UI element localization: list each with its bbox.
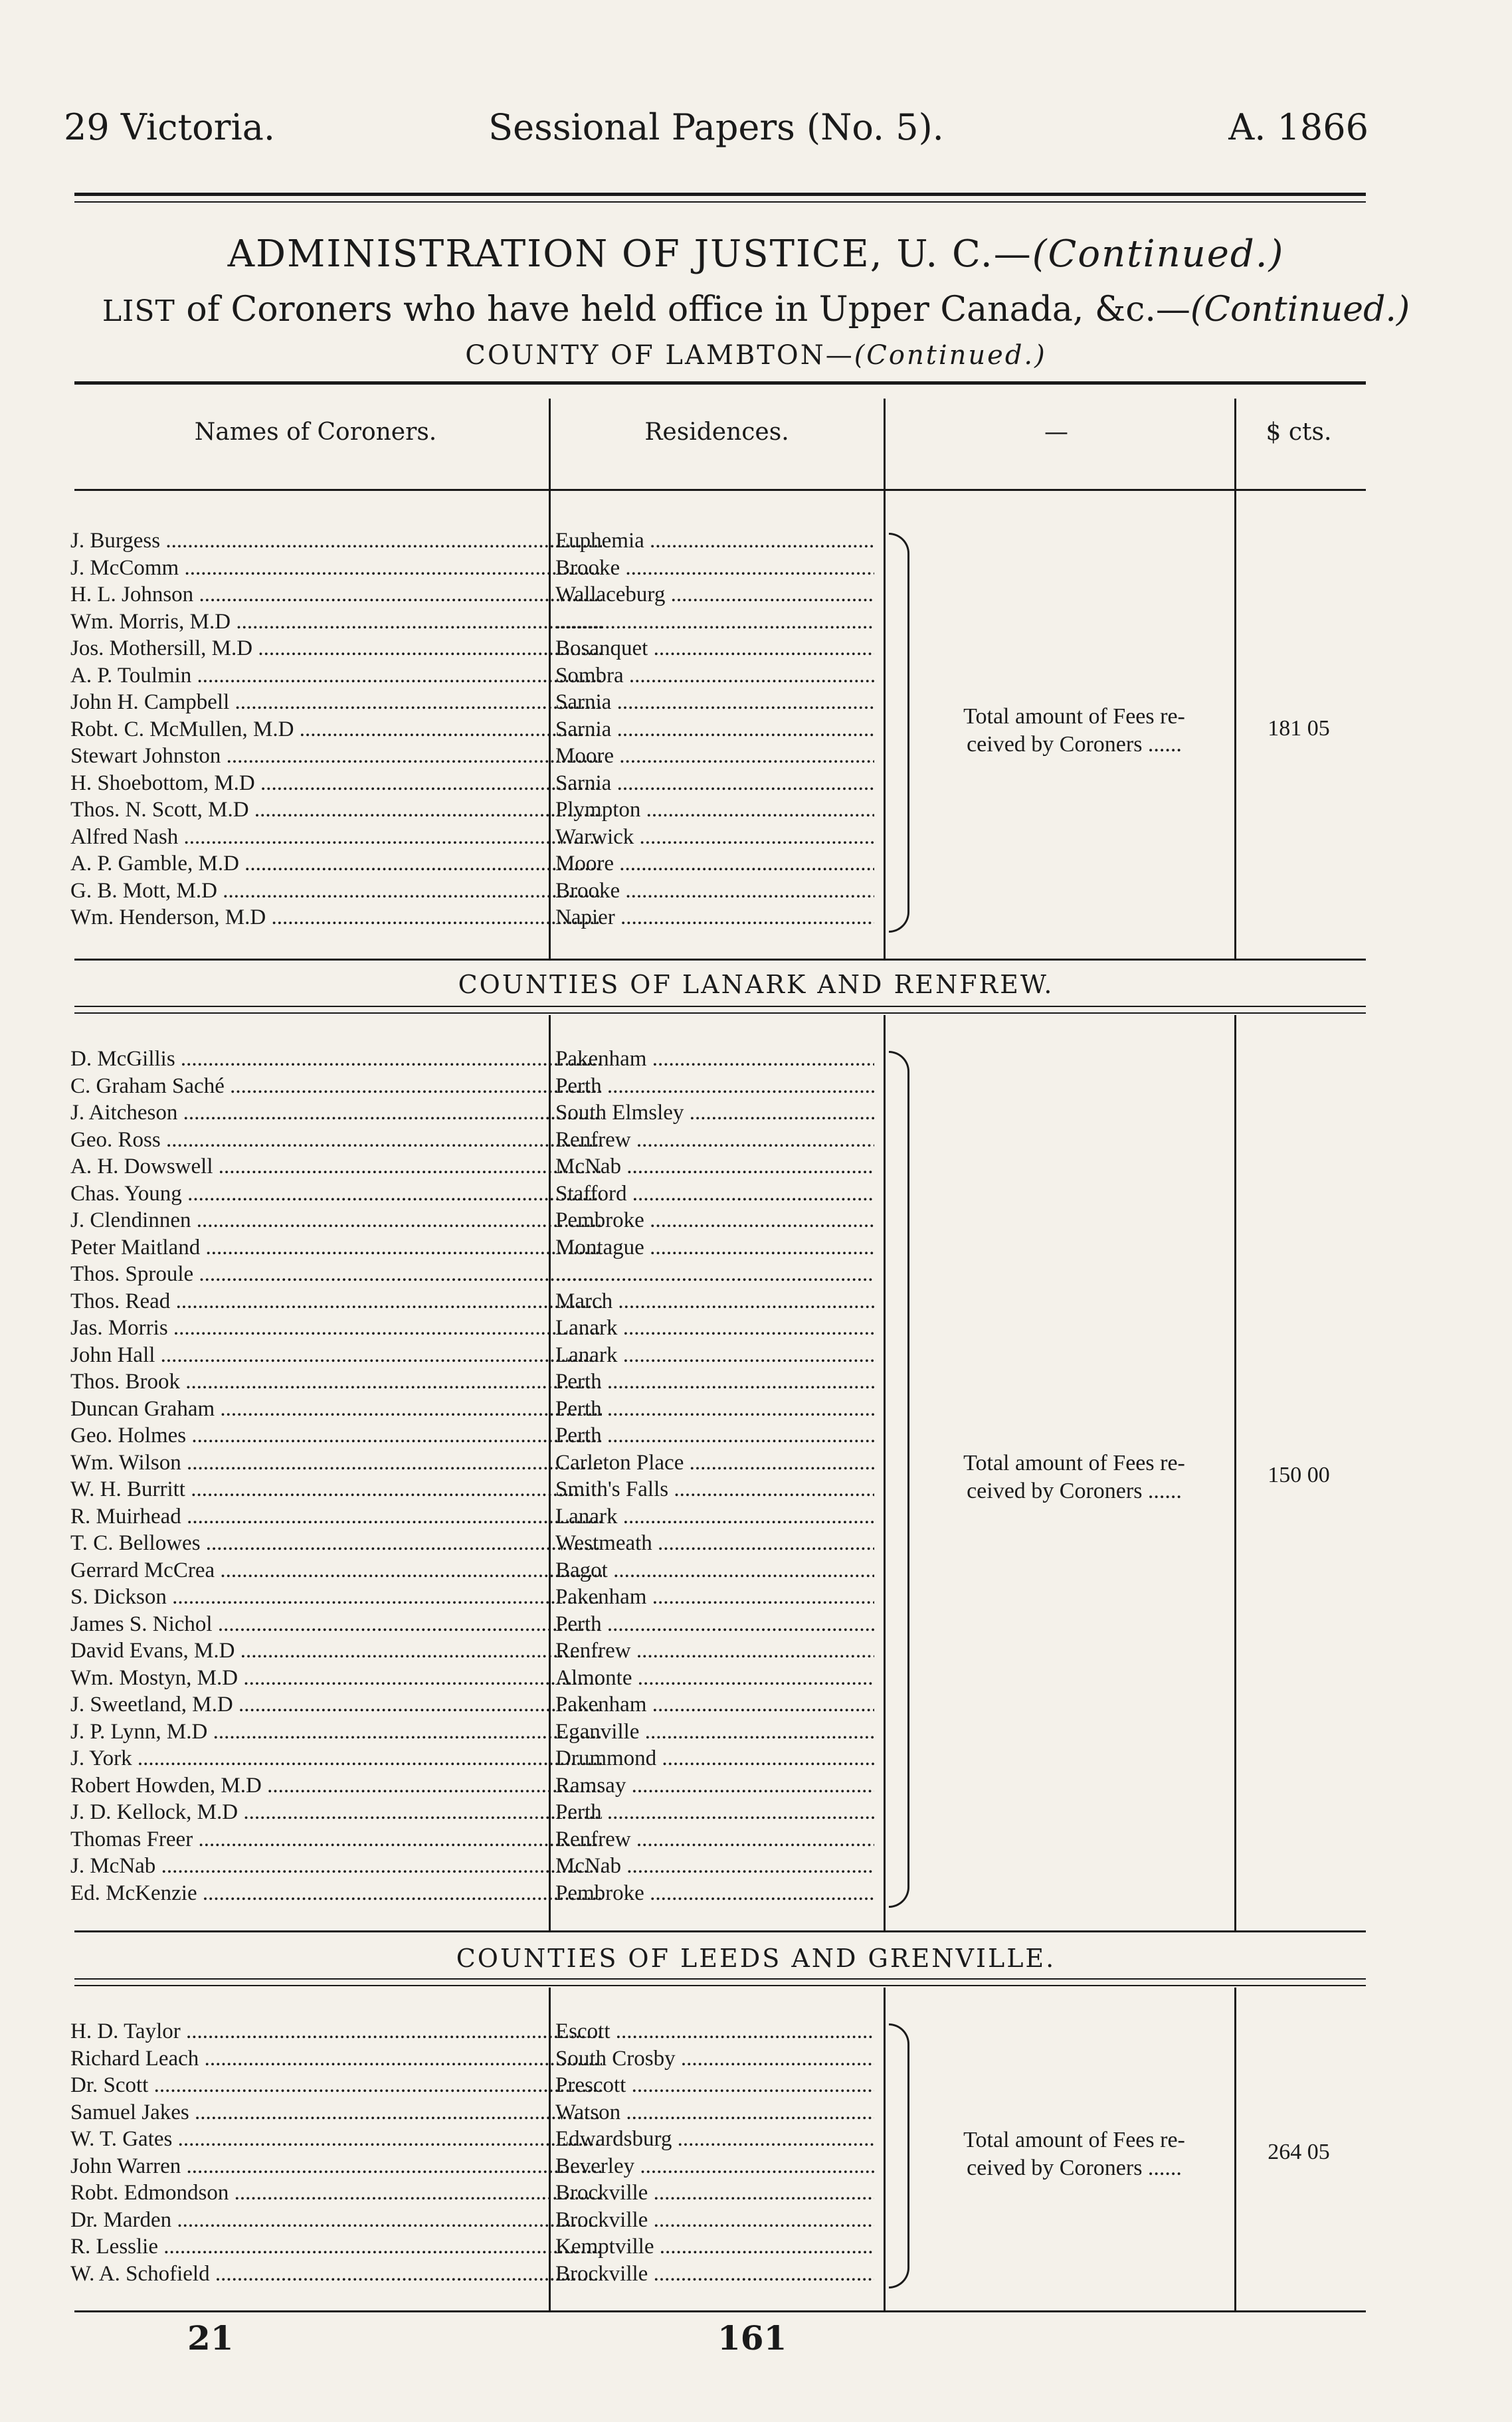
table-row <box>64 529 888 555</box>
document-subtitle: LIST of Coroners who have held office in Upper Canada, &c.—(Continued.) <box>102 290 1410 329</box>
coroner-residence: Bagot ..... <box>555 1558 874 1583</box>
table-row <box>64 1854 888 1881</box>
coroner-residence: Sarnia ..... <box>555 690 874 715</box>
table-row <box>64 1208 888 1235</box>
table-row <box>64 1639 888 1665</box>
coroner-residence: McNab ..... <box>555 1155 874 1179</box>
coroner-name: Richard Leach ..... <box>70 2047 602 2071</box>
coroner-residence: Lanark ..... <box>555 1316 874 1341</box>
table-row <box>64 636 888 663</box>
col-header-blank: — <box>1044 419 1068 446</box>
coroner-name: Robt. Edmondson ..... <box>70 2181 602 2205</box>
table-row <box>64 717 888 744</box>
col-header-rule <box>74 489 1366 491</box>
coroner-name: Thomas Freer ..... <box>70 1827 602 1852</box>
coroner-name: Duncan Graham ..... <box>70 1397 602 1422</box>
coroner-residence <box>555 1262 874 1287</box>
coroner-residence: March ..... <box>555 1289 874 1314</box>
col-header-residences: Residences. <box>644 419 789 446</box>
table-row <box>64 1800 888 1827</box>
coroner-name: Samuel Jakes ..... <box>70 2100 602 2125</box>
fees-label-line2: ceived by Coroners ...... <box>967 2155 1182 2180</box>
coroner-name: Ed. McKenzie ..... <box>70 1881 602 1906</box>
coroner-residence: Pakenham ..... <box>555 1047 874 1071</box>
coroner-name: A. H. Dowswell ..... <box>70 1155 602 1179</box>
table-row <box>64 1101 888 1127</box>
coroner-name: J. Clendinnen ..... <box>70 1208 602 1233</box>
coroner-name: James S. Nichol ..... <box>70 1612 602 1637</box>
coroner-residence: Beverley ..... <box>555 2154 874 2179</box>
table-row <box>64 1128 888 1155</box>
table-row <box>64 1612 888 1639</box>
fees-label-line2: ceived by Coroners ...... <box>967 731 1182 757</box>
coroner-name: J. Aitcheson ..... <box>70 1101 602 1125</box>
coroner-residence: Renfrew ..... <box>555 1128 874 1153</box>
table-row <box>64 610 888 636</box>
table-row <box>64 798 888 824</box>
header-center: Sessional Papers (No. 5). <box>488 106 944 148</box>
table-row <box>64 1585 888 1612</box>
coroner-residence: Perth ..... <box>555 1424 874 1448</box>
coroner-name: H. Shoebottom, M.D ..... <box>70 771 602 796</box>
table-row <box>64 1720 888 1746</box>
coroner-residence: Perth ..... <box>555 1612 874 1637</box>
column-divider <box>884 1015 886 1930</box>
table-row <box>64 1074 888 1101</box>
coroner-residence: Renfrew ..... <box>555 1639 874 1663</box>
col-header-names: Names of Coroners. <box>194 419 437 446</box>
coroner-name: Thos. Read ..... <box>70 1289 602 1314</box>
row-group-brace <box>889 2023 909 2288</box>
col-header-money: $ cts. <box>1266 419 1332 446</box>
coroner-residence: Westmeath ..... <box>555 1531 874 1556</box>
fees-label-line1: Total amount of Fees re- <box>963 703 1185 729</box>
table-row <box>64 1477 888 1504</box>
table-top-rule <box>74 381 1366 385</box>
coroner-name: Geo. Holmes ..... <box>70 1424 602 1448</box>
coroner-residence: Almonte ..... <box>555 1666 874 1691</box>
coroner-residence: Edwardsburg ..... <box>555 2127 874 2152</box>
document-title: ADMINISTRATION OF JUSTICE, U. C.—(Continued.) <box>227 233 1285 276</box>
coroner-residence: Pakenham ..... <box>555 1585 874 1610</box>
running-head <box>64 106 1369 155</box>
table-row <box>64 1316 888 1343</box>
coroner-name: Robert Howden, M.D ..... <box>70 1774 602 1798</box>
coroner-name: A. P. Toulmin ..... <box>70 664 602 688</box>
coroner-name: John H. Campbell ..... <box>70 690 602 715</box>
coroner-name: J. Burgess ..... <box>70 529 602 553</box>
coroner-residence: Carleton Place ..... <box>555 1451 874 1475</box>
coroner-residence: Escott ..... <box>555 2019 874 2044</box>
coroner-name: Wm. Wilson ..... <box>70 1451 602 1475</box>
coroner-name: R. Lesslie ..... <box>70 2235 602 2259</box>
row-group-brace <box>889 1051 909 1908</box>
coroner-residence: Renfrew ..... <box>555 1827 874 1852</box>
section-heading-rule <box>74 1985 1366 1986</box>
table-row <box>64 556 888 583</box>
coroner-name: Wm. Morris, M.D ..... <box>70 610 602 634</box>
section-heading-rule <box>74 1006 1366 1007</box>
coroner-residence: Plympton ..... <box>555 798 874 822</box>
coroner-residence: Euphemia ..... <box>555 529 874 553</box>
coroner-residence: Wallaceburg ..... <box>555 583 874 607</box>
column-divider <box>549 1015 551 1930</box>
coroner-residence: Perth ..... <box>555 1397 874 1422</box>
coroner-name: Thos. Brook ..... <box>70 1370 602 1394</box>
coroner-name: T. C. Bellowes ..... <box>70 1531 602 1556</box>
table-row <box>64 744 888 771</box>
coroner-name: David Evans, M.D ..... <box>70 1639 602 1663</box>
coroner-residence: Ramsay ..... <box>555 1774 874 1798</box>
coroner-name: Wm. Henderson, M.D ..... <box>70 905 602 930</box>
table-row <box>64 852 888 878</box>
coroner-name: G. B. Mott, M.D ..... <box>70 879 602 903</box>
coroner-residence: Watson ..... <box>555 2100 874 2125</box>
coroner-name: D. McGillis ..... <box>70 1047 602 1071</box>
coroner-residence: Stafford ..... <box>555 1182 874 1206</box>
header-left: 29 Victoria. <box>64 106 276 148</box>
column-divider <box>1234 399 1236 959</box>
table-row <box>64 1693 888 1719</box>
coroner-residence: Lanark ..... <box>555 1343 874 1368</box>
table-row <box>64 1182 888 1208</box>
table-row <box>64 1397 888 1424</box>
section-heading: COUNTIES OF LANARK AND RENFREW. <box>458 970 1054 999</box>
header-rule-top <box>74 193 1366 196</box>
section-end-rule <box>74 2310 1366 2312</box>
section-end-rule <box>74 1930 1366 1932</box>
column-divider <box>549 1988 551 2310</box>
coroner-residence: Brooke ..... <box>555 879 874 903</box>
table-row <box>64 1155 888 1181</box>
table-row <box>64 1236 888 1262</box>
coroner-residence: Kemptville ..... <box>555 2235 874 2259</box>
row-group-brace <box>889 533 909 933</box>
table-row <box>64 771 888 798</box>
coroner-residence: Perth ..... <box>555 1800 874 1825</box>
footer-page-number: 161 <box>717 2318 787 2358</box>
coroner-name: John Warren ..... <box>70 2154 602 2179</box>
fees-label-line1: Total amount of Fees re- <box>963 1451 1185 1475</box>
section-heading: COUNTIES OF LEEDS AND GRENVILLE. <box>456 1944 1056 1973</box>
coroner-name: Thos. Sproule ..... <box>70 1262 602 1287</box>
coroner-residence: Moore ..... <box>555 744 874 769</box>
coroner-residence: Warwick ..... <box>555 825 874 850</box>
table-row <box>64 2127 888 2154</box>
table-row <box>64 2100 888 2127</box>
coroner-name: J. P. Lynn, M.D ..... <box>70 1720 602 1744</box>
coroner-residence: Bosanquet ..... <box>555 636 874 661</box>
coroner-name: W. A. Schofield ..... <box>70 2262 602 2286</box>
table-row <box>64 2154 888 2181</box>
coroner-residence: McNab ..... <box>555 1854 874 1879</box>
table-row <box>64 1262 888 1289</box>
table-row <box>64 2019 888 2046</box>
coroner-residence: Pembroke ..... <box>555 1208 874 1233</box>
fees-amount: 264 05 <box>1268 2139 1330 2164</box>
table-row <box>64 690 888 717</box>
table-row <box>64 825 888 852</box>
coroner-residence: Eganville ..... <box>555 1720 874 1744</box>
coroner-name: Chas. Young ..... <box>70 1182 602 1206</box>
table-row <box>64 1505 888 1531</box>
table-row <box>64 1451 888 1477</box>
header-rule-bottom <box>74 201 1366 203</box>
table-row <box>64 1424 888 1450</box>
table-row <box>64 1289 888 1316</box>
coroner-name: J. McComm ..... <box>70 556 602 581</box>
coroner-residence: Napier ..... <box>555 905 874 930</box>
coroner-name: S. Dickson ..... <box>70 1585 602 1610</box>
column-divider <box>549 399 551 959</box>
table-row <box>64 1343 888 1370</box>
county-title: COUNTY OF LAMBTON—(Continued.) <box>465 340 1047 371</box>
coroner-residence: Moore ..... <box>555 852 874 876</box>
coroner-residence: Montague ..... <box>555 1236 874 1260</box>
table-row <box>64 1531 888 1558</box>
coroner-name: Peter Maitland ..... <box>70 1236 602 1260</box>
coroner-name: Robt. C. McMullen, M.D ..... <box>70 717 602 742</box>
section-end-rule <box>74 959 1366 961</box>
coroner-residence: Pembroke ..... <box>555 1881 874 1906</box>
fees-label <box>918 1449 1230 1505</box>
fees-label <box>918 703 1230 759</box>
table-row <box>64 2235 888 2261</box>
coroner-name: Thos. N. Scott, M.D ..... <box>70 798 602 822</box>
coroner-residence: South Crosby ..... <box>555 2047 874 2071</box>
footer-left: 21 <box>187 2318 234 2358</box>
table-row <box>64 1746 888 1773</box>
coroner-residence: Brockville ..... <box>555 2208 874 2233</box>
table-row <box>64 879 888 905</box>
table-row <box>64 2208 888 2235</box>
coroner-residence: Brooke ..... <box>555 556 874 581</box>
table-row <box>64 905 888 932</box>
column-divider <box>884 399 886 959</box>
coroner-residence <box>555 610 874 634</box>
coroner-residence: Drummond ..... <box>555 1746 874 1771</box>
table-row <box>64 1666 888 1693</box>
fees-amount: 181 05 <box>1268 715 1330 741</box>
fees-label-line2: ceived by Coroners ...... <box>967 1479 1182 1503</box>
coroner-residence: South Elmsley ..... <box>555 1101 874 1125</box>
coroner-name: John Hall ..... <box>70 1343 602 1368</box>
coroner-residence: Brockville ..... <box>555 2262 874 2286</box>
column-divider <box>1234 1015 1236 1930</box>
coroner-name: Dr. Scott ..... <box>70 2073 602 2098</box>
coroner-name: Jas. Morris ..... <box>70 1316 602 1341</box>
coroner-name: Wm. Mostyn, M.D ..... <box>70 1666 602 1691</box>
fees-label <box>918 2126 1230 2182</box>
coroner-name: Dr. Marden ..... <box>70 2208 602 2233</box>
coroner-name: J. York ..... <box>70 1746 602 1771</box>
table-row <box>64 1047 888 1073</box>
coroner-name: H. L. Johnson ..... <box>70 583 602 607</box>
table-row <box>64 1774 888 1800</box>
table-row <box>64 2262 888 2288</box>
coroner-residence: Pakenham ..... <box>555 1693 874 1717</box>
coroner-name: R. Muirhead ..... <box>70 1505 602 1529</box>
table-row <box>64 1881 888 1908</box>
coroner-name: Jos. Mothersill, M.D ..... <box>70 636 602 661</box>
coroner-name: A. P. Gamble, M.D ..... <box>70 852 602 876</box>
coroner-name: Gerrard McCrea ..... <box>70 1558 602 1583</box>
column-divider <box>1234 1988 1236 2310</box>
table-row <box>64 1827 888 1854</box>
table-row <box>64 2047 888 2073</box>
table-row <box>64 664 888 690</box>
coroner-residence: Brockville ..... <box>555 2181 874 2205</box>
coroner-name: Geo. Ross ..... <box>70 1128 602 1153</box>
fees-amount: 150 00 <box>1268 1463 1330 1487</box>
table-row <box>64 2181 888 2207</box>
fees-label-line1: Total amount of Fees re- <box>963 2127 1185 2152</box>
coroner-name: C. Graham Saché ..... <box>70 1074 602 1099</box>
coroner-name: H. D. Taylor ..... <box>70 2019 602 2044</box>
column-divider <box>884 1988 886 2310</box>
coroner-name: J. McNab ..... <box>70 1854 602 1879</box>
coroner-name: W. T. Gates ..... <box>70 2127 602 2152</box>
coroner-name: Alfred Nash ..... <box>70 825 602 850</box>
section-heading-rule <box>74 1978 1366 1980</box>
table-row <box>64 2073 888 2100</box>
coroner-name: J. D. Kellock, M.D ..... <box>70 1800 602 1825</box>
coroner-residence: Sarnia ..... <box>555 717 874 742</box>
coroner-name: J. Sweetland, M.D ..... <box>70 1693 602 1717</box>
coroner-name: W. H. Burritt ..... <box>70 1477 602 1502</box>
coroner-residence: Sarnia ..... <box>555 771 874 796</box>
coroner-residence: Perth ..... <box>555 1074 874 1099</box>
table-row <box>64 1558 888 1585</box>
table-row <box>64 1370 888 1396</box>
table-row <box>64 583 888 609</box>
coroner-residence: Lanark ..... <box>555 1505 874 1529</box>
header-right: A. 1866 <box>1228 106 1369 148</box>
coroner-residence: Perth ..... <box>555 1370 874 1394</box>
section-heading-rule <box>74 1012 1366 1014</box>
coroner-residence: Smith's Falls ..... <box>555 1477 874 1502</box>
coroner-residence: Prescott ..... <box>555 2073 874 2098</box>
coroner-name: Stewart Johnston ..... <box>70 744 602 769</box>
coroner-residence: Sombra ..... <box>555 664 874 688</box>
